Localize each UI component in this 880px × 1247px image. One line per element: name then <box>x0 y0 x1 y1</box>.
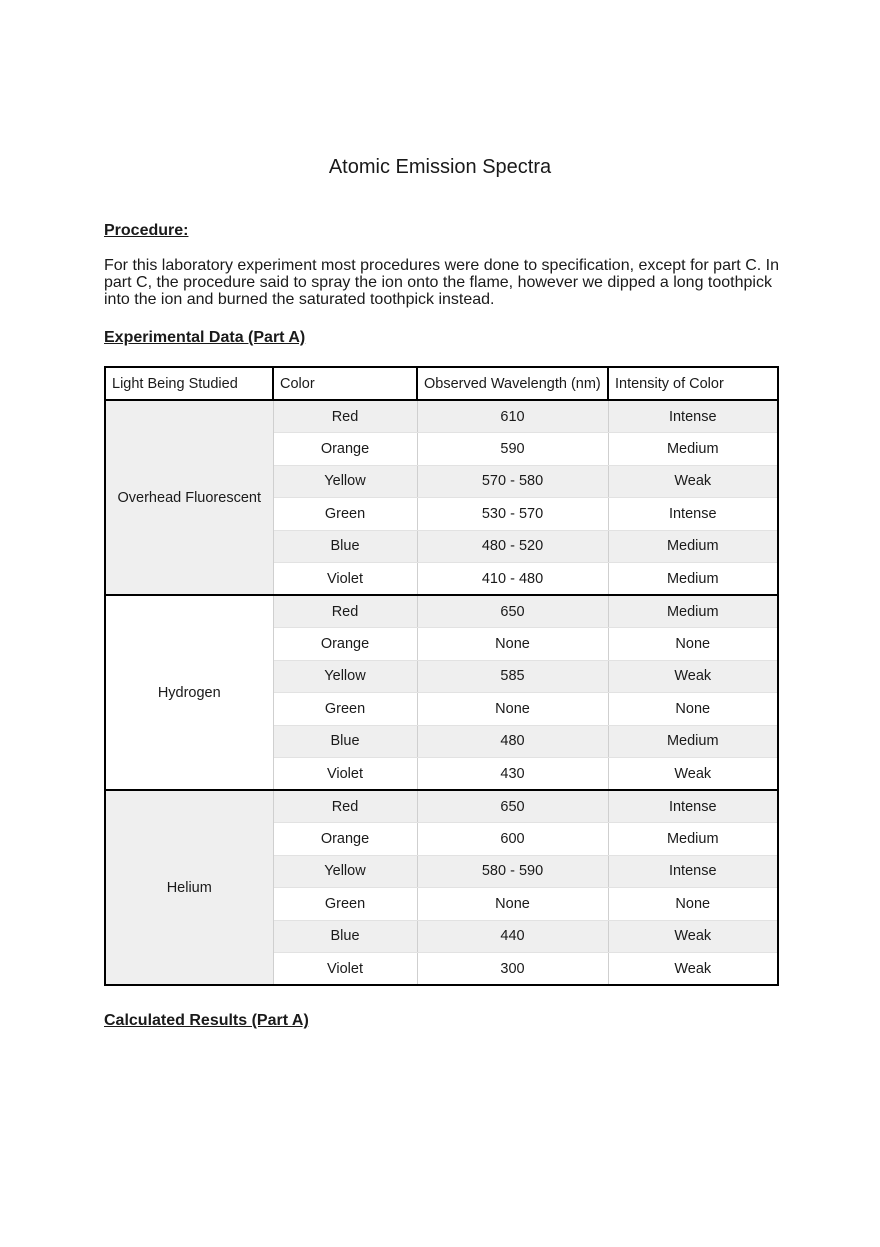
intensity-cell: Intense <box>608 400 778 433</box>
header-light-studied: Light Being Studied <box>105 367 273 400</box>
experimental-data-heading: Experimental Data (Part A) <box>104 329 306 346</box>
intensity-cell: Medium <box>608 725 778 758</box>
intensity-cell: None <box>608 628 778 661</box>
table-group-overhead-fluorescent <box>105 400 778 595</box>
wavelength-cell: 610 <box>417 400 608 433</box>
table-row <box>105 400 778 433</box>
color-cell: Blue <box>273 920 417 953</box>
intensity-cell: Weak <box>608 758 778 791</box>
wavelength-cell: 430 <box>417 758 608 791</box>
calculated-results-heading: Calculated Results (Part A) <box>104 1012 309 1029</box>
light-source-cell: Hydrogen <box>105 595 273 790</box>
color-cell: Violet <box>273 563 417 596</box>
wavelength-cell: 480 <box>417 725 608 758</box>
color-cell: Red <box>273 790 417 823</box>
wavelength-cell: None <box>417 628 608 661</box>
header-wavelength: Observed Wavelength (nm) <box>417 367 608 400</box>
color-cell: Orange <box>273 823 417 856</box>
intensity-cell: Medium <box>608 433 778 466</box>
light-source-cell: Overhead Fluorescent <box>105 400 273 595</box>
color-cell: Violet <box>273 953 417 986</box>
color-cell: Green <box>273 888 417 921</box>
wavelength-cell: 440 <box>417 920 608 953</box>
wavelength-cell: 530 - 570 <box>417 498 608 531</box>
wavelength-cell: 300 <box>417 953 608 986</box>
table-row <box>105 595 778 628</box>
color-cell: Yellow <box>273 660 417 693</box>
intensity-cell: Medium <box>608 530 778 563</box>
header-intensity: Intensity of Color <box>608 367 778 400</box>
wavelength-cell: 590 <box>417 433 608 466</box>
intensity-cell: Intense <box>608 855 778 888</box>
color-cell: Yellow <box>273 465 417 498</box>
wavelength-cell: 570 - 580 <box>417 465 608 498</box>
table-group-helium <box>105 790 778 985</box>
color-cell: Yellow <box>273 855 417 888</box>
intensity-cell: Intense <box>608 790 778 823</box>
color-cell: Blue <box>273 530 417 563</box>
table-header-row <box>105 367 778 400</box>
intensity-cell: Weak <box>608 465 778 498</box>
color-cell: Red <box>273 400 417 433</box>
intensity-cell: Weak <box>608 953 778 986</box>
color-cell: Orange <box>273 628 417 661</box>
intensity-cell: Weak <box>608 660 778 693</box>
header-color: Color <box>273 367 417 400</box>
wavelength-cell: None <box>417 888 608 921</box>
page-title: Atomic Emission Spectra <box>328 156 552 178</box>
wavelength-cell: 580 - 590 <box>417 855 608 888</box>
color-cell: Red <box>273 595 417 628</box>
intensity-cell: Medium <box>608 823 778 856</box>
light-source-cell: Helium <box>105 790 273 985</box>
color-cell: Green <box>273 498 417 531</box>
table-row <box>105 790 778 823</box>
wavelength-cell: 600 <box>417 823 608 856</box>
procedure-heading: Procedure: <box>104 222 189 239</box>
table-group-hydrogen <box>105 595 778 790</box>
wavelength-cell: 410 - 480 <box>417 563 608 596</box>
intensity-cell: None <box>608 693 778 726</box>
experimental-data-table <box>104 366 777 992</box>
intensity-cell: Medium <box>608 595 778 628</box>
procedure-text: For this laboratory experiment most procedures were done to specification, except for part C. In part C, the procedure said to spray the ion onto the flame, however we dipped a long toothpick into the ion and burned the saturated toothpick instead. <box>104 257 779 308</box>
wavelength-cell: 585 <box>417 660 608 693</box>
intensity-cell: Weak <box>608 920 778 953</box>
color-cell: Violet <box>273 758 417 791</box>
wavelength-cell: 480 - 520 <box>417 530 608 563</box>
color-cell: Orange <box>273 433 417 466</box>
intensity-cell: Medium <box>608 563 778 596</box>
wavelength-cell: 650 <box>417 790 608 823</box>
color-cell: Blue <box>273 725 417 758</box>
intensity-cell: Intense <box>608 498 778 531</box>
wavelength-cell: None <box>417 693 608 726</box>
intensity-cell: None <box>608 888 778 921</box>
wavelength-cell: 650 <box>417 595 608 628</box>
color-cell: Green <box>273 693 417 726</box>
